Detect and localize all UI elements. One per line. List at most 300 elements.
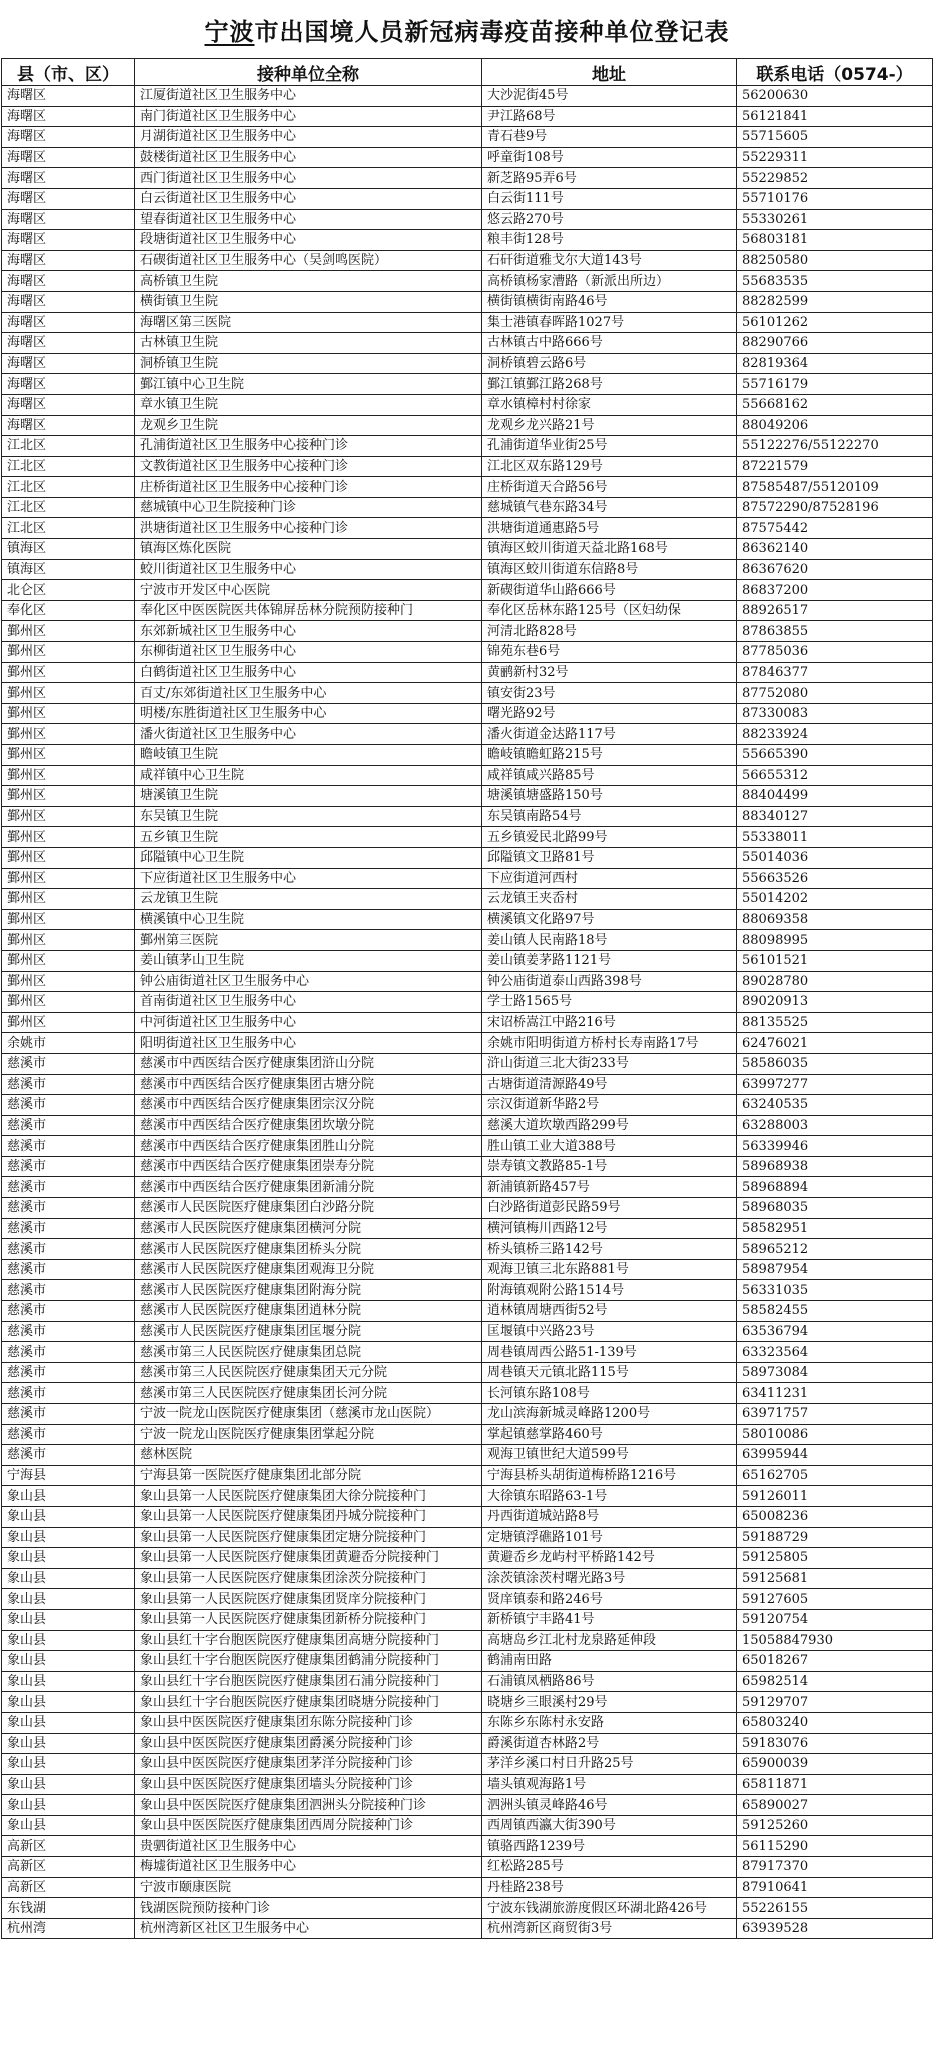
cell-address: 涂茨镇涂茨村曙光路3号 (482, 1568, 737, 1589)
cell-district: 北仑区 (2, 580, 135, 601)
cell-unit-name: 慈溪市中西医结合医疗健康集团新浦分院 (135, 1177, 482, 1198)
cell-phone: 86362140 (737, 539, 933, 560)
cell-unit-name: 贵驷街道社区卫生服务中心 (135, 1836, 482, 1857)
cell-district: 海曙区 (2, 353, 135, 374)
table-row (2, 168, 933, 189)
cell-district: 鄞州区 (2, 971, 135, 992)
cell-address: 呼童街108号 (482, 147, 737, 168)
cell-district: 象山县 (2, 1733, 135, 1754)
cell-address: 镇安街23号 (482, 683, 737, 704)
cell-address: 晓塘乡三眼溪村29号 (482, 1692, 737, 1713)
table-row (2, 1898, 933, 1919)
cell-address: 崇寿镇文教路85-1号 (482, 1156, 737, 1177)
cell-address: 石浦镇凤栖路86号 (482, 1671, 737, 1692)
cell-phone: 88098995 (737, 930, 933, 951)
cell-district: 鄞州区 (2, 683, 135, 704)
table-row (2, 1156, 933, 1177)
cell-address: 潘火街道金达路117号 (482, 724, 737, 745)
cell-address: 附海镇观附公路1514号 (482, 1280, 737, 1301)
cell-address: 慈溪大道坎墩西路299号 (482, 1115, 737, 1136)
cell-unit-name: 慈溪市中西医结合医疗健康集团崇寿分院 (135, 1156, 482, 1177)
cell-phone: 56655312 (737, 765, 933, 786)
cell-address: 白云街111号 (482, 188, 737, 209)
cell-phone: 65162705 (737, 1465, 933, 1486)
cell-district: 海曙区 (2, 168, 135, 189)
cell-address: 爵溪街道杏林路2号 (482, 1733, 737, 1754)
cell-district: 江北区 (2, 456, 135, 477)
cell-unit-name: 钱湖医院预防接种门诊 (135, 1898, 482, 1919)
cell-phone: 55229311 (737, 147, 933, 168)
cell-address: 杭州湾新区商贸街3号 (482, 1918, 737, 1939)
cell-unit-name: 象山县中医医院医疗健康集团爵溪分院接种门诊 (135, 1733, 482, 1754)
cell-district: 慈溪市 (2, 1053, 135, 1074)
cell-district: 鄞州区 (2, 847, 135, 868)
table-row (2, 1486, 933, 1507)
cell-district: 江北区 (2, 518, 135, 539)
cell-district: 象山县 (2, 1774, 135, 1795)
cell-phone: 87785036 (737, 642, 933, 663)
cell-unit-name: 象山县红十字台胞医院医疗健康集团晓塘分院接种门 (135, 1692, 482, 1713)
cell-unit-name: 庄桥街道社区卫生服务中心接种门诊 (135, 477, 482, 498)
table-row (2, 1321, 933, 1342)
cell-address: 丹西街道城站路8号 (482, 1506, 737, 1527)
cell-unit-name: 慈溪市人民医院医疗健康集团匡堰分院 (135, 1321, 482, 1342)
cell-district: 象山县 (2, 1548, 135, 1569)
cell-phone: 58582455 (737, 1301, 933, 1322)
cell-phone: 87330083 (737, 703, 933, 724)
title-text: 市出国境人员新冠病毒疫苗接种单位登记表 (254, 17, 730, 46)
cell-district: 海曙区 (2, 127, 135, 148)
cell-address: 河清北路828号 (482, 621, 737, 642)
cell-address: 云龙镇王夹岙村 (482, 889, 737, 910)
table-row (2, 250, 933, 271)
table-row (2, 127, 933, 148)
header-row (2, 59, 933, 86)
cell-district: 鄞州区 (2, 889, 135, 910)
cell-unit-name: 邱隘镇中心卫生院 (135, 847, 482, 868)
cell-address: 青石巷9号 (482, 127, 737, 148)
cell-phone: 56331035 (737, 1280, 933, 1301)
cell-address: 慈城镇气巷东路34号 (482, 497, 737, 518)
cell-unit-name: 百丈/东郊街道社区卫生服务中心 (135, 683, 482, 704)
cell-phone: 59127605 (737, 1589, 933, 1610)
cell-phone: 58010086 (737, 1424, 933, 1445)
cell-address: 古塘街道清源路49号 (482, 1074, 737, 1095)
cell-address: 奉化区岳林东路125号（区妇幼保 (482, 600, 737, 621)
table-row (2, 147, 933, 168)
cell-unit-name: 东郊新城社区卫生服务中心 (135, 621, 482, 642)
cell-phone: 87221579 (737, 456, 933, 477)
cell-district: 鄞州区 (2, 724, 135, 745)
cell-phone: 65890027 (737, 1795, 933, 1816)
cell-unit-name: 慈溪市人民医院医疗健康集团逍林分院 (135, 1301, 482, 1322)
cell-phone: 58582951 (737, 1218, 933, 1239)
cell-phone: 56115290 (737, 1836, 933, 1857)
cell-address: 红松路285号 (482, 1857, 737, 1878)
cell-district: 鄞州区 (2, 786, 135, 807)
cell-phone: 55338011 (737, 827, 933, 848)
table-row (2, 662, 933, 683)
cell-district: 慈溪市 (2, 1156, 135, 1177)
cell-district: 镇海区 (2, 539, 135, 560)
cell-district: 慈溪市 (2, 1198, 135, 1219)
cell-unit-name: 慈城镇中心卫生院接种门诊 (135, 497, 482, 518)
cell-address: 东陈乡东陈村永安路 (482, 1712, 737, 1733)
table-row (2, 518, 933, 539)
cell-district: 鄞州区 (2, 745, 135, 766)
cell-address: 镇海区蛟川街道东信路8号 (482, 559, 737, 580)
cell-address: 周巷镇周西公路51-139号 (482, 1342, 737, 1363)
cell-unit-name: 象山县中医医院医疗健康集团西周分院接种门诊 (135, 1815, 482, 1836)
cell-phone: 55710176 (737, 188, 933, 209)
cell-district: 海曙区 (2, 86, 135, 107)
cell-district: 海曙区 (2, 291, 135, 312)
table-row (2, 765, 933, 786)
table-row (2, 1712, 933, 1733)
header-address: 地址 (482, 59, 737, 86)
cell-address: 新桥镇宁丰路41号 (482, 1609, 737, 1630)
cell-unit-name: 慈溪市人民医院医疗健康集团桥头分院 (135, 1239, 482, 1260)
cell-district: 慈溪市 (2, 1280, 135, 1301)
table-row (2, 1218, 933, 1239)
cell-phone: 15058847930 (737, 1630, 933, 1651)
cell-unit-name: 孔浦街道社区卫生服务中心接种门诊 (135, 436, 482, 457)
table-row (2, 1568, 933, 1589)
cell-address: 悠云路270号 (482, 209, 737, 230)
cell-unit-name: 月湖街道社区卫生服务中心 (135, 127, 482, 148)
cell-phone: 65811871 (737, 1774, 933, 1795)
cell-phone: 55663526 (737, 868, 933, 889)
table-row (2, 271, 933, 292)
cell-district: 象山县 (2, 1671, 135, 1692)
cell-phone: 63939528 (737, 1918, 933, 1939)
cell-address: 横街镇横街南路46号 (482, 291, 737, 312)
cell-unit-name: 宁波一院龙山医院医疗健康集团掌起分院 (135, 1424, 482, 1445)
cell-district: 慈溪市 (2, 1362, 135, 1383)
cell-district: 象山县 (2, 1712, 135, 1733)
cell-phone: 56339946 (737, 1136, 933, 1157)
cell-district: 鄞州区 (2, 662, 135, 683)
cell-address: 石矸街道雅戈尔大道143号 (482, 250, 737, 271)
cell-address: 尹江路68号 (482, 106, 737, 127)
cell-phone: 58973084 (737, 1362, 933, 1383)
cell-phone: 87575442 (737, 518, 933, 539)
cell-district: 象山县 (2, 1609, 135, 1630)
cell-district: 海曙区 (2, 333, 135, 354)
cell-phone: 55014202 (737, 889, 933, 910)
cell-district: 海曙区 (2, 188, 135, 209)
cell-district: 高新区 (2, 1857, 135, 1878)
table-row (2, 1774, 933, 1795)
cell-district: 象山县 (2, 1692, 135, 1713)
table-row (2, 1362, 933, 1383)
cell-phone: 89020913 (737, 992, 933, 1013)
table-row (2, 847, 933, 868)
table-row (2, 1857, 933, 1878)
cell-address: 黄避岙乡龙屿村平桥路142号 (482, 1548, 737, 1569)
cell-unit-name: 慈溪市人民医院医疗健康集团横河分院 (135, 1218, 482, 1239)
table-row (2, 209, 933, 230)
cell-address: 姜山镇人民南路18号 (482, 930, 737, 951)
cell-address: 丹桂路238号 (482, 1877, 737, 1898)
cell-unit-name: 鼓楼街道社区卫生服务中心 (135, 147, 482, 168)
cell-address: 匡堰镇中兴路23号 (482, 1321, 737, 1342)
table-row (2, 86, 933, 107)
table-row (2, 1033, 933, 1054)
cell-unit-name: 白云街道社区卫生服务中心 (135, 188, 482, 209)
cell-address: 桥头镇桥三路142号 (482, 1239, 737, 1260)
cell-unit-name: 象山县中医医院医疗健康集团东陈分院接种门诊 (135, 1712, 482, 1733)
cell-address: 江北区双东路129号 (482, 456, 737, 477)
cell-unit-name: 望春街道社区卫生服务中心 (135, 209, 482, 230)
cell-phone: 58968938 (737, 1156, 933, 1177)
vaccination-sites-table (1, 58, 933, 1939)
cell-district: 鄞州区 (2, 909, 135, 930)
table-row (2, 1795, 933, 1816)
table-row (2, 106, 933, 127)
cell-unit-name: 阳明街道社区卫生服务中心 (135, 1033, 482, 1054)
cell-address: 学士路1565号 (482, 992, 737, 1013)
cell-unit-name: 慈溪市中西医结合医疗健康集团宗汉分院 (135, 1095, 482, 1116)
cell-address: 五乡镇爱民北路99号 (482, 827, 737, 848)
cell-district: 慈溪市 (2, 1424, 135, 1445)
table-row (2, 1177, 933, 1198)
cell-phone: 86367620 (737, 559, 933, 580)
cell-address: 观海卫镇三北东路881号 (482, 1259, 737, 1280)
cell-address: 下应街道河西村 (482, 868, 737, 889)
cell-unit-name: 象山县红十字台胞医院医疗健康集团鹤浦分院接种门 (135, 1651, 482, 1672)
cell-address: 观海卫镇世纪大道599号 (482, 1445, 737, 1466)
cell-district: 慈溪市 (2, 1177, 135, 1198)
cell-address: 洪塘街道通惠路5号 (482, 518, 737, 539)
table-row (2, 1630, 933, 1651)
cell-unit-name: 慈溪市人民医院医疗健康集团附海分院 (135, 1280, 482, 1301)
cell-phone: 88340127 (737, 806, 933, 827)
cell-phone: 63288003 (737, 1115, 933, 1136)
cell-unit-name: 象山县第一人民医院医疗健康集团丹城分院接种门 (135, 1506, 482, 1527)
table-row (2, 1239, 933, 1260)
cell-phone: 87752080 (737, 683, 933, 704)
cell-district: 海曙区 (2, 394, 135, 415)
cell-district: 慈溪市 (2, 1074, 135, 1095)
table-row (2, 724, 933, 745)
cell-unit-name: 南门街道社区卫生服务中心 (135, 106, 482, 127)
cell-unit-name: 杭州湾新区社区卫生服务中心 (135, 1918, 482, 1939)
cell-phone: 58987954 (737, 1259, 933, 1280)
table-row (2, 1280, 933, 1301)
cell-address: 余姚市阳明街道方桥村长寿南路17号 (482, 1033, 737, 1054)
cell-phone: 56121841 (737, 106, 933, 127)
cell-phone: 55229852 (737, 168, 933, 189)
cell-phone: 87572290/87528196 (737, 497, 933, 518)
cell-unit-name: 潘火街道社区卫生服务中心 (135, 724, 482, 745)
cell-unit-name: 五乡镇卫生院 (135, 827, 482, 848)
cell-phone: 88049206 (737, 415, 933, 436)
cell-unit-name: 瞻岐镇卫生院 (135, 745, 482, 766)
table-row (2, 188, 933, 209)
table-row (2, 1095, 933, 1116)
cell-address: 掌起镇慈掌路460号 (482, 1424, 737, 1445)
cell-unit-name: 咸祥镇中心卫生院 (135, 765, 482, 786)
cell-unit-name: 宁波市开发区中心医院 (135, 580, 482, 601)
cell-district: 象山县 (2, 1754, 135, 1775)
cell-district: 象山县 (2, 1815, 135, 1836)
cell-address: 姜山镇姜茅路1121号 (482, 950, 737, 971)
cell-phone: 55716179 (737, 374, 933, 395)
table-row (2, 415, 933, 436)
cell-address: 宗汉街道新华路2号 (482, 1095, 737, 1116)
table-row (2, 1877, 933, 1898)
table-row (2, 1589, 933, 1610)
cell-unit-name: 镇海区炼化医院 (135, 539, 482, 560)
table-row (2, 1548, 933, 1569)
cell-district: 鄞州区 (2, 765, 135, 786)
cell-phone: 58965212 (737, 1239, 933, 1260)
table-row (2, 1465, 933, 1486)
table-row (2, 333, 933, 354)
table-row (2, 291, 933, 312)
cell-address: 古林镇古中路666号 (482, 333, 737, 354)
cell-phone: 88233924 (737, 724, 933, 745)
cell-unit-name: 慈溪市第三人民医院医疗健康集团总院 (135, 1342, 482, 1363)
cell-phone: 56101521 (737, 950, 933, 971)
cell-address: 大沙泥街45号 (482, 86, 737, 107)
cell-district: 鄞州区 (2, 868, 135, 889)
cell-district: 鄞州区 (2, 1012, 135, 1033)
cell-unit-name: 象山县红十字台胞医院医疗健康集团高塘分院接种门 (135, 1630, 482, 1651)
cell-unit-name: 中河街道社区卫生服务中心 (135, 1012, 482, 1033)
cell-phone: 87846377 (737, 662, 933, 683)
cell-address: 浒山街道三北大街233号 (482, 1053, 737, 1074)
table-row (2, 477, 933, 498)
cell-unit-name: 横街镇卫生院 (135, 291, 482, 312)
table-row (2, 1115, 933, 1136)
table-row (2, 1404, 933, 1425)
cell-unit-name: 段塘街道社区卫生服务中心 (135, 230, 482, 251)
cell-phone: 56803181 (737, 230, 933, 251)
cell-unit-name: 明楼/东胜街道社区卫生服务中心 (135, 703, 482, 724)
cell-district: 慈溪市 (2, 1115, 135, 1136)
cell-unit-name: 象山县第一人民医院医疗健康集团新桥分院接种门 (135, 1609, 482, 1630)
cell-phone: 63997277 (737, 1074, 933, 1095)
cell-unit-name: 西门街道社区卫生服务中心 (135, 168, 482, 189)
cell-unit-name: 鄞州第三医院 (135, 930, 482, 951)
cell-district: 慈溪市 (2, 1404, 135, 1425)
table-row (2, 1445, 933, 1466)
cell-district: 象山县 (2, 1651, 135, 1672)
cell-address: 镇海区蛟川街道天益北路168号 (482, 539, 737, 560)
cell-address: 鄞江镇鄞江路268号 (482, 374, 737, 395)
table-row (2, 950, 933, 971)
table-row (2, 889, 933, 910)
cell-phone: 59183076 (737, 1733, 933, 1754)
cell-phone: 86837200 (737, 580, 933, 601)
cell-phone: 87910641 (737, 1877, 933, 1898)
cell-phone: 59120754 (737, 1609, 933, 1630)
cell-unit-name: 姜山镇茅山卫生院 (135, 950, 482, 971)
table-row (2, 1074, 933, 1095)
cell-address: 东吴镇南路54号 (482, 806, 737, 827)
cell-phone: 63536794 (737, 1321, 933, 1342)
cell-district: 象山县 (2, 1486, 135, 1507)
cell-unit-name: 宁海县第一医院医疗健康集团北部分院 (135, 1465, 482, 1486)
cell-unit-name: 洞桥镇卫生院 (135, 353, 482, 374)
cell-unit-name: 象山县中医医院医疗健康集团墙头分院接种门诊 (135, 1774, 482, 1795)
cell-unit-name: 东吴镇卫生院 (135, 806, 482, 827)
cell-address: 孔浦街道华业街25号 (482, 436, 737, 457)
cell-district: 海曙区 (2, 106, 135, 127)
table-row (2, 1609, 933, 1630)
cell-district: 鄞州区 (2, 703, 135, 724)
table-row (2, 1692, 933, 1713)
cell-phone: 63971757 (737, 1404, 933, 1425)
cell-phone: 65803240 (737, 1712, 933, 1733)
cell-unit-name: 象山县第一人民医院医疗健康集团大徐分院接种门 (135, 1486, 482, 1507)
cell-phone: 88926517 (737, 600, 933, 621)
cell-unit-name: 钟公庙街道社区卫生服务中心 (135, 971, 482, 992)
cell-phone: 55014036 (737, 847, 933, 868)
cell-district: 余姚市 (2, 1033, 135, 1054)
cell-phone: 55665390 (737, 745, 933, 766)
cell-district: 鄞州区 (2, 950, 135, 971)
table-row (2, 1259, 933, 1280)
cell-unit-name: 象山县红十字台胞医院医疗健康集团石浦分院接种门 (135, 1671, 482, 1692)
cell-phone: 88404499 (737, 786, 933, 807)
cell-district: 海曙区 (2, 250, 135, 271)
table-row (2, 683, 933, 704)
cell-unit-name: 象山县中医医院医疗健康集团泗洲头分院接种门诊 (135, 1795, 482, 1816)
cell-unit-name: 白鹤街道社区卫生服务中心 (135, 662, 482, 683)
cell-unit-name: 海曙区第三医院 (135, 312, 482, 333)
table-row (2, 1053, 933, 1074)
cell-address: 贤庠镇泰和路246号 (482, 1589, 737, 1610)
cell-district: 慈溪市 (2, 1136, 135, 1157)
cell-district: 慈溪市 (2, 1259, 135, 1280)
cell-unit-name: 蛟川街道社区卫生服务中心 (135, 559, 482, 580)
table-row (2, 600, 933, 621)
cell-phone: 63323564 (737, 1342, 933, 1363)
table-row (2, 230, 933, 251)
cell-district: 慈溪市 (2, 1218, 135, 1239)
cell-phone: 65018267 (737, 1651, 933, 1672)
table-row (2, 1301, 933, 1322)
cell-address: 瞻岐镇瞻虹路215号 (482, 745, 737, 766)
table-row (2, 971, 933, 992)
cell-unit-name: 宁波市颐康医院 (135, 1877, 482, 1898)
cell-phone: 55122276/55122270 (737, 436, 933, 457)
table-row (2, 436, 933, 457)
table-row (2, 1342, 933, 1363)
cell-unit-name: 横溪镇中心卫生院 (135, 909, 482, 930)
table-body (2, 86, 933, 1939)
cell-district: 鄞州区 (2, 992, 135, 1013)
cell-address: 庄桥街道天合路56号 (482, 477, 737, 498)
cell-district: 鄞州区 (2, 806, 135, 827)
table-row (2, 703, 933, 724)
cell-address: 新碶街道华山路666号 (482, 580, 737, 601)
cell-unit-name: 慈溪市第三人民医院医疗健康集团天元分院 (135, 1362, 482, 1383)
table-row (2, 806, 933, 827)
cell-unit-name: 鄞江镇中心卫生院 (135, 374, 482, 395)
cell-district: 杭州湾 (2, 1918, 135, 1939)
cell-address: 周巷镇天元镇北路115号 (482, 1362, 737, 1383)
cell-district: 象山县 (2, 1630, 135, 1651)
cell-unit-name: 慈溪市人民医院医疗健康集团观海卫分院 (135, 1259, 482, 1280)
cell-address: 定塘镇浮礁路101号 (482, 1527, 737, 1548)
cell-phone: 88135525 (737, 1012, 933, 1033)
cell-district: 慈溪市 (2, 1239, 135, 1260)
cell-district: 海曙区 (2, 147, 135, 168)
